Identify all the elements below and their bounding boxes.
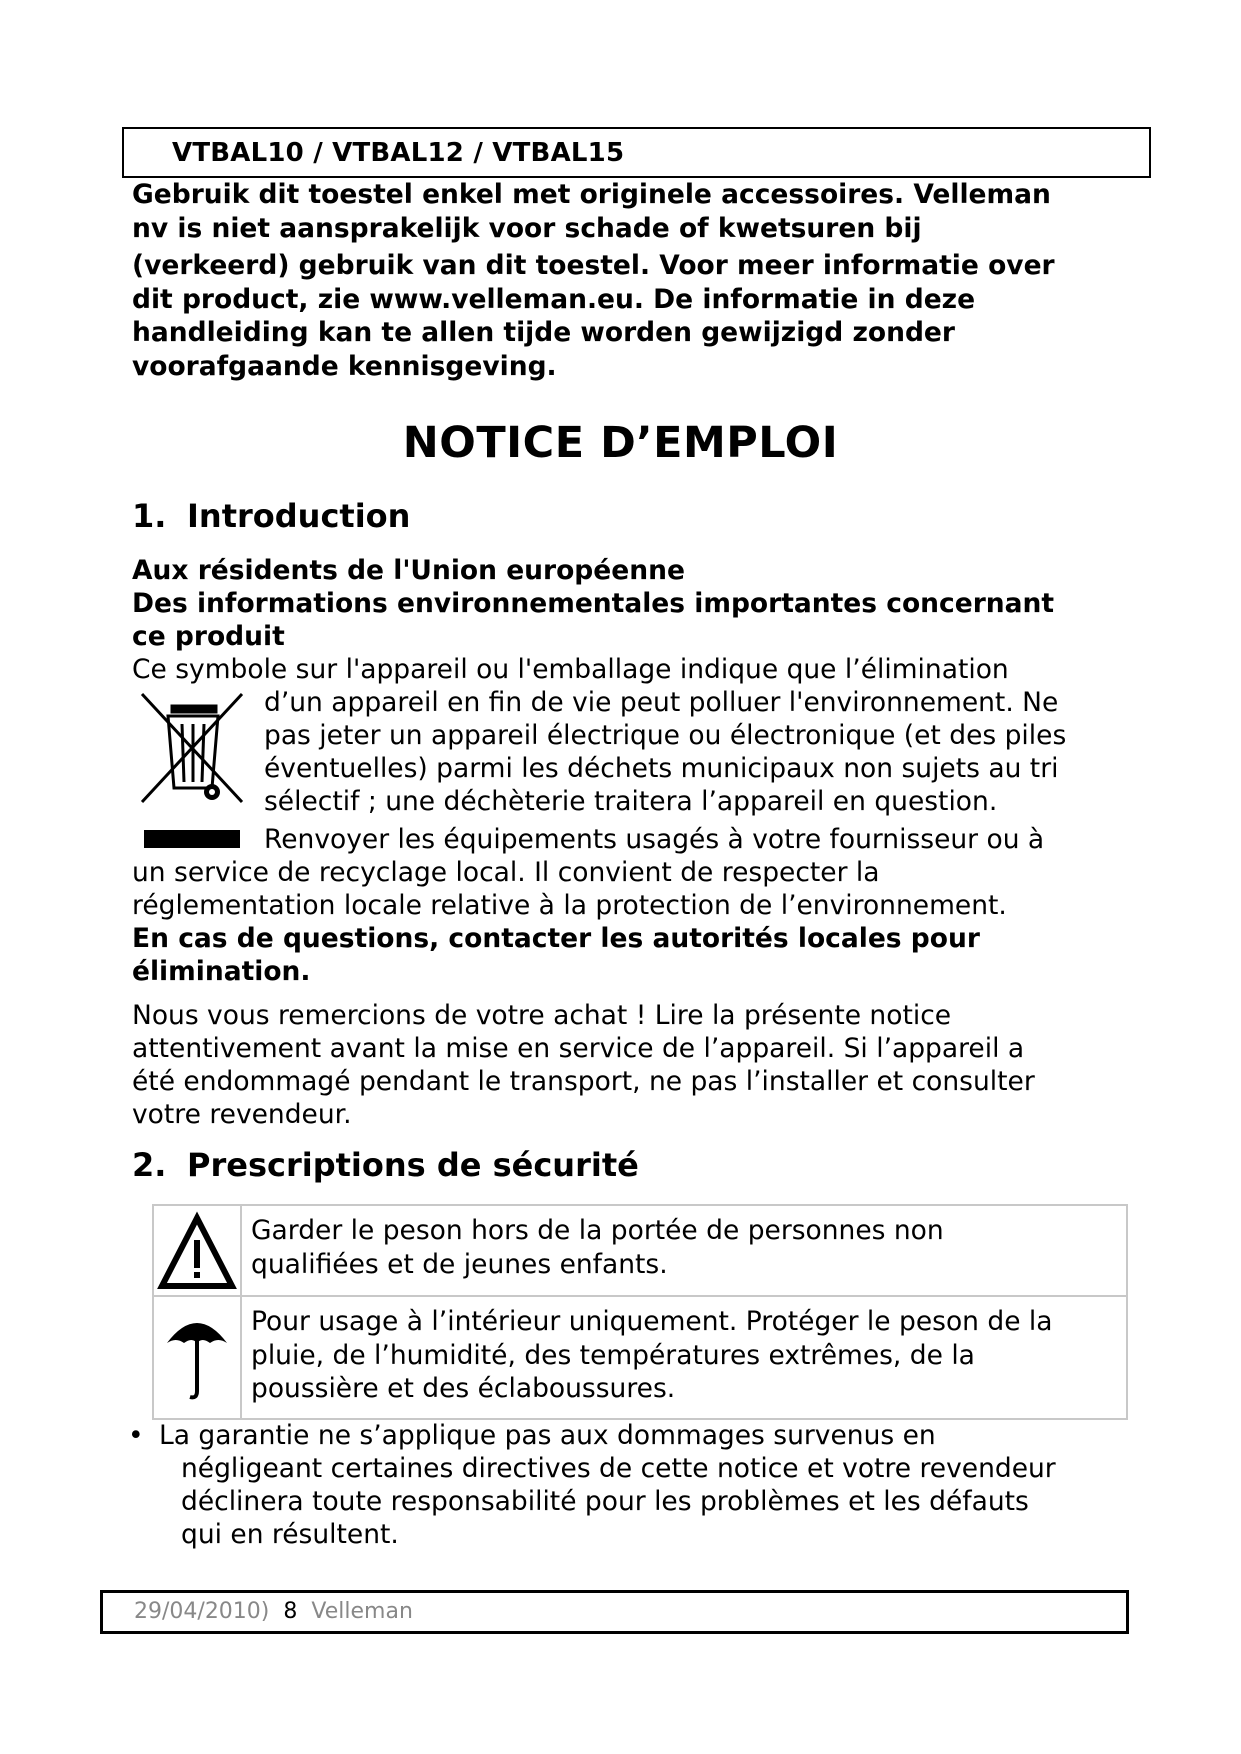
questions-text-line: En cas de questions, contacter les autorités locales pour bbox=[132, 923, 980, 954]
safety-table bbox=[152, 1204, 1128, 1420]
thanks-text-line: Nous vous remercions de votre achat ! Lire la présente notice bbox=[132, 1000, 952, 1031]
safety-text-line: qualifiées et de jeunes enfants. bbox=[251, 1248, 668, 1280]
section-number: 2. bbox=[132, 1146, 167, 1184]
section-title: Prescriptions de sécurité bbox=[187, 1146, 639, 1184]
page-footer bbox=[100, 1590, 1129, 1634]
questions-text-line: élimination. bbox=[132, 956, 311, 987]
safety-icon-cell bbox=[154, 1206, 242, 1295]
warning-triangle-icon bbox=[154, 1206, 240, 1295]
section-heading-introduction bbox=[132, 497, 410, 535]
weee-text-line: Ce symbole sur l'appareil ou l'emballage indique que l’élimination bbox=[132, 654, 1009, 685]
weee-bin-icon bbox=[138, 690, 248, 808]
warranty-text-line: La garantie ne s’applique pas aux dommages survenus en bbox=[159, 1420, 936, 1451]
safety-row bbox=[154, 1206, 1126, 1297]
weee-text-line: pas jeter un appareil électrique ou électronique (et des piles bbox=[264, 720, 1067, 751]
umbrella-icon bbox=[154, 1297, 240, 1418]
header-box bbox=[122, 127, 1151, 178]
weee-text-line: éventuelles) parmi les déchets municipaux non sujets au tri bbox=[264, 753, 1059, 784]
thanks-text-line: votre revendeur. bbox=[132, 1099, 352, 1130]
return-text-line: un service de recyclage local. Il convient de respecter la bbox=[132, 857, 880, 888]
dutch-notice-line: (verkeerd) gebruik van dit toestel. Voor meer informatie over bbox=[132, 250, 1055, 281]
dutch-notice-line: voorafgaande kennisgeving. bbox=[132, 350, 557, 382]
dutch-notice-line: handleiding kan te allen tijde worden gewijzigd zonder bbox=[132, 317, 955, 348]
weee-bar-icon bbox=[144, 830, 240, 848]
environment-heading-line: ce produit bbox=[132, 621, 285, 652]
return-text-line: Renvoyer les équipements usagés à votre fournisseur ou à bbox=[264, 824, 1045, 855]
safety-text-line: pluie, de l’humidité, des températures extrêmes, de la bbox=[251, 1339, 975, 1371]
weee-text-line: d’un appareil en fin de vie peut polluer l'environnement. Ne bbox=[264, 687, 1059, 718]
thanks-text-line: attentivement avant la mise en service de l’appareil. Si l’appareil a bbox=[132, 1033, 1025, 1064]
safety-row bbox=[154, 1297, 1126, 1418]
section-title: Introduction bbox=[187, 497, 411, 535]
header-models: VTBAL10 / VTBAL12 / VTBAL15 bbox=[172, 138, 625, 168]
return-text-line: réglementation locale relative à la protection de l’environnement. bbox=[132, 890, 1007, 921]
bullet-icon: • bbox=[128, 1420, 144, 1451]
safety-text-line: Pour usage à l’intérieur uniquement. Protéger le peson de la bbox=[251, 1306, 1053, 1337]
page-title: NOTICE D’EMPLOI bbox=[402, 418, 839, 468]
warranty-text-line: qui en résultent. bbox=[181, 1519, 399, 1550]
footer-brand: Velleman bbox=[311, 1599, 413, 1624]
eu-residents-heading: Aux résidents de l'Union européenne bbox=[132, 555, 685, 586]
footer-date: 29/04/2010) bbox=[134, 1599, 270, 1624]
dutch-notice-line: Gebruik dit toestel enkel met originele accessoires. Velleman bbox=[132, 179, 1051, 210]
dutch-notice-line: dit product, zie www.velleman.eu. De informatie in deze bbox=[132, 283, 976, 315]
weee-text-line: sélectif ; une déchèterie traitera l’appareil en question. bbox=[264, 786, 998, 817]
section-number: 1. bbox=[132, 497, 167, 535]
environment-heading-line: Des informations environnementales importantes concernant bbox=[132, 588, 1055, 619]
safety-text bbox=[251, 1305, 1121, 1406]
safety-text-line: Garder le peson hors de la portée de personnes non bbox=[251, 1215, 944, 1246]
safety-text bbox=[251, 1214, 1121, 1281]
safety-text-line: poussière et des éclaboussures. bbox=[251, 1373, 676, 1404]
safety-icon-cell bbox=[154, 1297, 242, 1418]
footer-text bbox=[134, 1599, 413, 1624]
thanks-text-line: été endommagé pendant le transport, ne pas l’installer et consulter bbox=[132, 1066, 1035, 1097]
warranty-text-line: déclinera toute responsabilité pour les problèmes et les défauts bbox=[181, 1486, 1029, 1517]
warranty-text-line: négligeant certaines directives de cette notice et votre revendeur bbox=[181, 1453, 1056, 1484]
dutch-notice-line: nv is niet aansprakelijk voor schade of kwetsuren bij bbox=[132, 212, 922, 244]
section-heading-safety bbox=[132, 1146, 639, 1184]
dutch-notice bbox=[132, 178, 1122, 383]
page-number: 8 bbox=[283, 1599, 298, 1624]
